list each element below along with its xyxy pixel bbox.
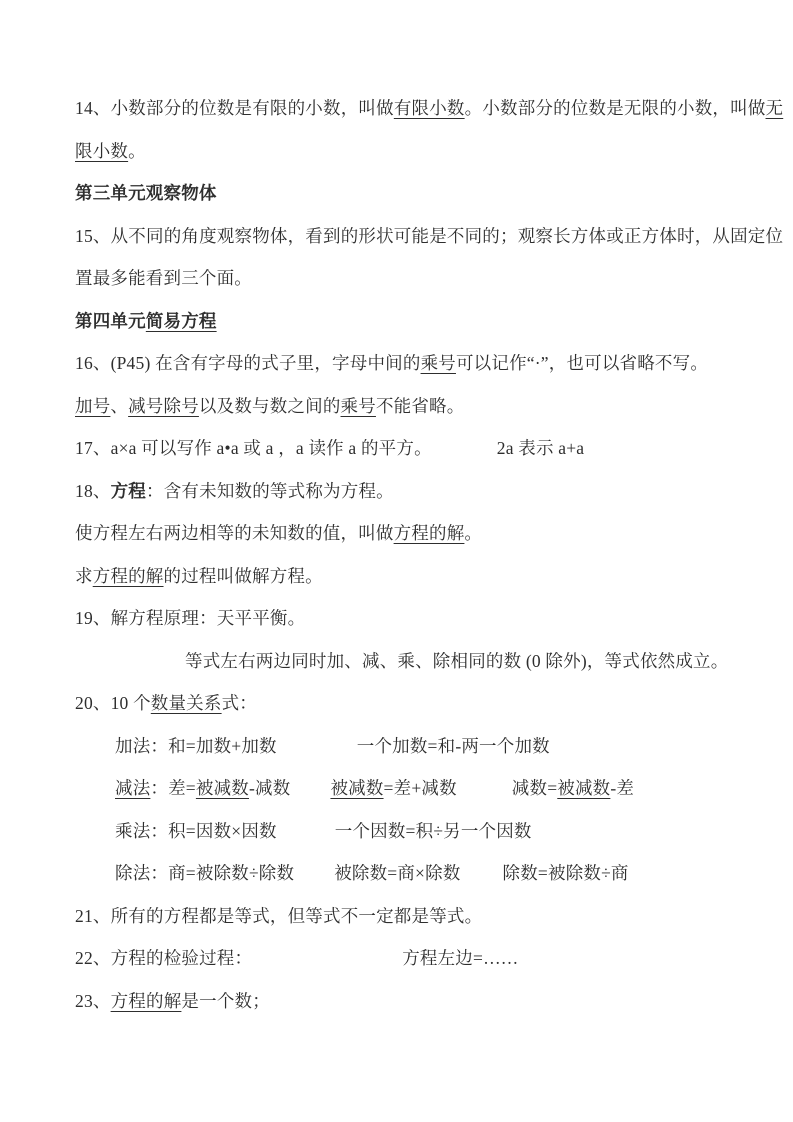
spacer <box>252 963 402 964</box>
text-segment: 19、解方程原理：天平平衡。 <box>75 608 306 628</box>
text-segment: 可以记作“·”，也可以省略不写。 <box>455 353 709 373</box>
text-segment: ：差= <box>150 778 196 798</box>
underlined-text: 数量关系 <box>150 693 222 713</box>
item-18 <box>75 470 743 513</box>
text-segment: ：含有未知数的等式称为方程。 <box>146 480 394 501</box>
text-segment: 第三单元观察物体 <box>75 183 217 203</box>
underlined-text: 减号除号 <box>128 395 199 416</box>
text-segment: 置最多能看到三个面。 <box>75 268 252 288</box>
spacer <box>457 793 512 794</box>
item-16-note <box>75 385 743 428</box>
text-segment: 等式左右两边同时加、减、乘、除相同的数 (0 除外)，等式依然成立。 <box>185 650 729 671</box>
text-segment: 方程左边=…… <box>402 948 519 968</box>
text-segment: 求 <box>75 565 93 586</box>
item-14-part1 <box>75 87 784 130</box>
text-segment: 的过程叫做解方程。 <box>163 565 323 586</box>
text-segment: 23、 <box>75 990 111 1011</box>
spacer <box>294 878 334 879</box>
formula-multiplication <box>75 810 743 853</box>
text-segment: 。 <box>128 140 146 161</box>
underlined-text: 方程的解 <box>393 523 465 543</box>
item-19-note <box>75 640 743 683</box>
text-segment: 使方程左右两边相等的未知数的值，叫做 <box>75 523 394 543</box>
formula-subtraction <box>75 767 743 810</box>
underlined-text: 被减数 <box>195 778 249 798</box>
underlined-text: 限小数 <box>75 140 129 161</box>
underlined-text: 乘号 <box>420 353 456 373</box>
text-segment: 方程 <box>110 480 147 501</box>
text-segment: -差 <box>610 778 635 798</box>
text-segment: 第四单元 <box>75 310 146 331</box>
item-15-part2 <box>75 257 743 300</box>
item-20 <box>75 682 743 725</box>
text-segment: 除数=被除数÷商 <box>502 863 629 883</box>
formula-addition <box>75 725 743 768</box>
underlined-text: 无 <box>765 98 784 118</box>
underlined-text: 加号 <box>75 395 111 416</box>
text-segment: 、 <box>110 395 129 416</box>
text-segment: 16、(P45) 在含有字母的式子里，字母中间的 <box>75 353 421 373</box>
text-segment: 15、从不同的角度观察物体，看到的形状可能是不同的；观察长方体或正方体时，从固定位 <box>75 225 784 246</box>
text-segment: 一个因数=积÷另一个因数 <box>334 820 532 841</box>
unit-4-heading <box>75 300 743 343</box>
formula-division <box>75 852 743 895</box>
underlined-text: 乘号 <box>340 395 376 416</box>
underlined-text: 方程的解 <box>92 565 164 586</box>
item-18-note2 <box>75 555 743 598</box>
text-segment: 式： <box>221 693 257 713</box>
text-segment: 。 <box>464 523 483 543</box>
item-19 <box>75 597 743 640</box>
spacer <box>432 453 497 454</box>
text-segment: 减数= <box>511 778 558 798</box>
underlined-text: 方程的解 <box>110 990 182 1011</box>
text-segment: 是一个数； <box>181 990 270 1011</box>
item-18-note1 <box>75 512 743 555</box>
item-23 <box>75 980 743 1023</box>
text-segment: 加法：和=加数+加数 <box>115 735 277 756</box>
spacer <box>277 836 335 837</box>
underlined-text: 减法 <box>115 778 151 798</box>
text-segment: -减数 <box>249 778 291 798</box>
text-segment: =差+减数 <box>383 778 457 798</box>
spacer <box>277 751 357 752</box>
spacer <box>290 793 330 794</box>
text-segment: 被除数=商×除数 <box>334 863 461 883</box>
text-segment: 以及数与数之间的 <box>198 395 341 416</box>
item-15-part1 <box>75 215 784 258</box>
text-segment: 一个加数=和-两一个加数 <box>356 735 550 756</box>
text-segment: 18、 <box>75 480 111 501</box>
text-segment: 不能省略。 <box>375 395 465 416</box>
text-segment: 除法：商=被除数÷除数 <box>115 863 295 883</box>
item-17 <box>75 427 743 470</box>
item-14-part2 <box>75 130 743 173</box>
item-16 <box>75 342 743 385</box>
underlined-text: 简易方程 <box>145 310 217 331</box>
item-21 <box>75 895 743 938</box>
text-segment: 。小数部分的位数是无限的小数，叫做 <box>464 98 766 118</box>
text-segment: 17、a×a 可以写作 a•a 或 a ，a 读作 a 的平方。 <box>75 438 432 458</box>
underlined-text: 被减数 <box>557 778 611 798</box>
spacer <box>461 878 503 879</box>
unit-3-heading <box>75 172 743 215</box>
text-segment: 14、小数部分的位数是有限的小数，叫做 <box>75 98 394 118</box>
text-segment: 21、所有的方程都是等式，但等式不一定都是等式。 <box>75 905 483 926</box>
underlined-text: 被减数 <box>330 778 384 798</box>
underlined-text: 有限小数 <box>393 98 465 118</box>
text-segment: 2a 表示 a+a <box>496 438 585 458</box>
text-segment: 20、10 个 <box>75 693 151 713</box>
text-segment: 22、方程的检验过程： <box>75 948 253 968</box>
text-segment: 乘法：积=因数×因数 <box>115 820 277 841</box>
item-22 <box>75 937 743 980</box>
